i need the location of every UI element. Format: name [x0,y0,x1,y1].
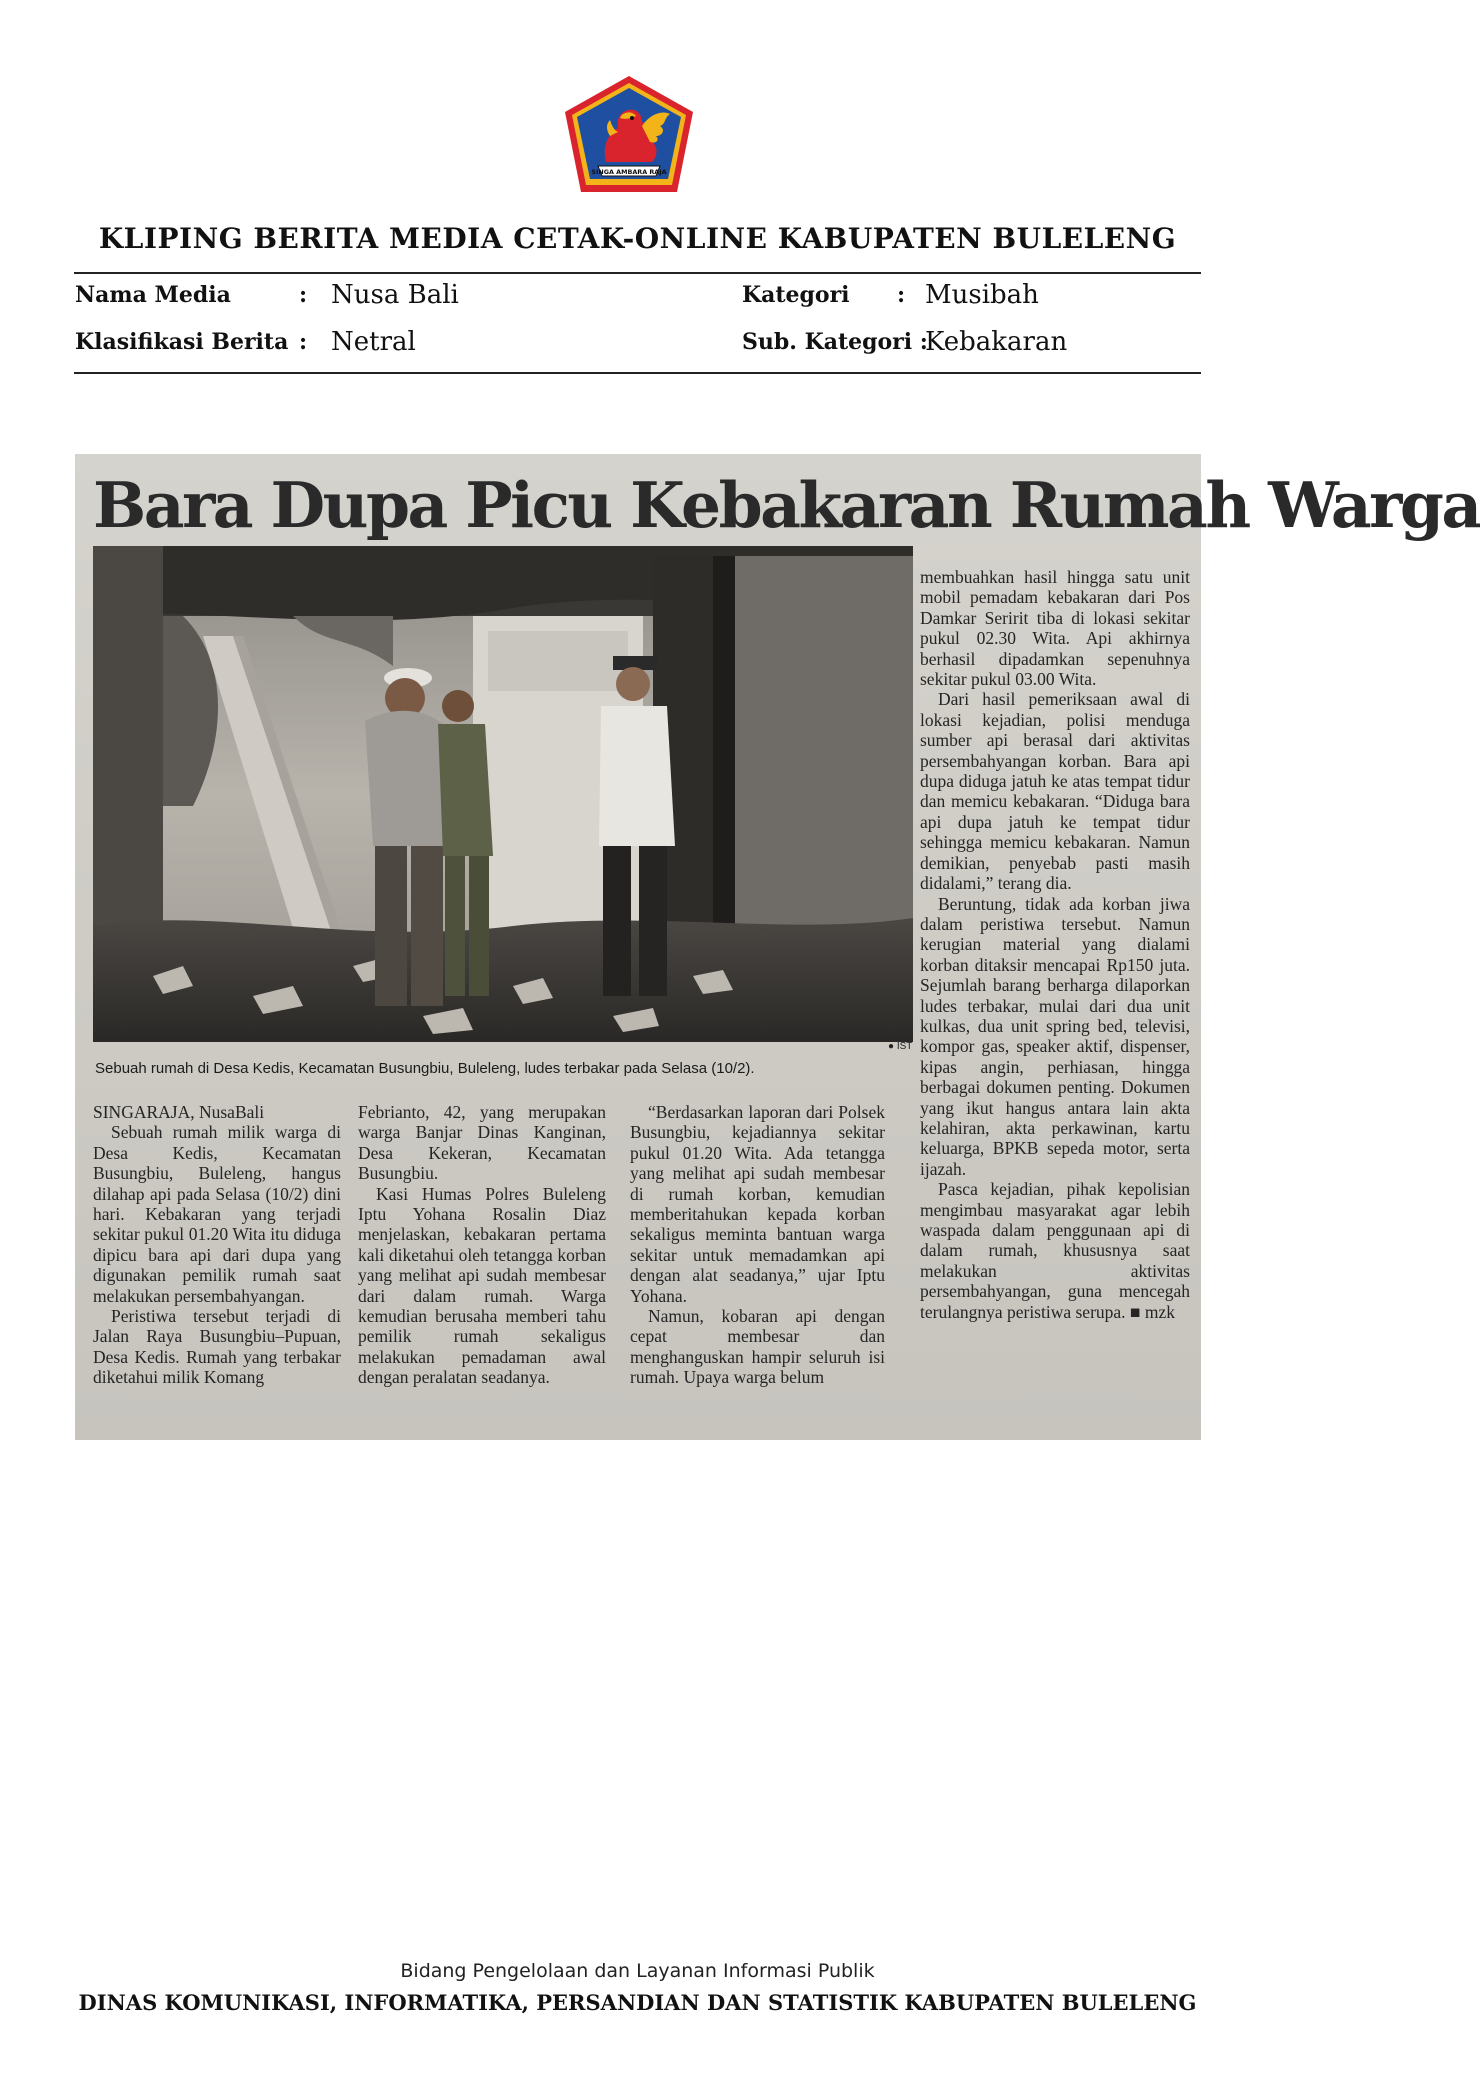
article-paragraph: Kasi Humas Polres Buleleng Iptu Yohana Rosalin Diaz menjelaskan, kebakaran pertama kali diketahui oleh tetangga korban yang melihat api sudah membesar dari dalam rumah. Warga kemudian berusaha memberi tahu pemilik rumah sekaligus melakukan pemadaman awal dengan peralatan seadanya. [358,1183,606,1388]
document-title: KLIPING BERITA MEDIA CETAK-ONLINE KABUPATEN BULELENG [98,222,1177,255]
footer-division: Bidang Pengelolaan dan Layanan Informasi Publik [400,1960,875,1982]
article-paragraph: membuahkan hasil hingga satu unit mobil pemadam kebakaran dari Pos Damkar Seririt tiba di lokasi sekitar pukul 02.30 Wita. Api akhirnya berhasil dipadamkan sepenuhnya sekitar pukul 03.00 Wita. [920,567,1190,690]
article-column-2 [358,1102,606,1388]
klasifikasi-colon: : [299,329,308,355]
article-headline: Bara Dupa Picu Kebakaran Rumah Warga [93,468,1480,542]
kategori-colon: : [897,282,906,308]
kategori-label: Kategori [742,282,850,308]
divider-bottom [74,372,1201,374]
article-paragraph: Pasca kejadian, pihak kepolisian mengimbau masyarakat agar lebih waspada dalam penggunaan api di dalam rumah, khususnya saat melakukan aktivitas persembahyangan, guna mencegah terulangnya peristiwa serupa. ■ mzk [920,1179,1190,1322]
kategori-value: Musibah [925,280,1039,310]
klasifikasi-label: Klasifikasi Berita [75,329,289,355]
article-paragraph: Dari hasil pemeriksaan awal di lokasi kejadian, polisi menduga sumber api berasal dari aktivitas persembahyangan korban. Bara api dupa diduga jatuh ke atas tempat tidur dan memicu kebakaran. “Diduga bara api dupa jatuh ke tempat tidur sehingga memicu kebakaran. Namun demikian, penyebab pasti masih didalami,” terang dia. [920,689,1190,894]
logo-motto: SINGA AMBARA RAJA [591,168,667,176]
article-column-1 [93,1102,341,1388]
divider-top [74,272,1201,274]
photo-credit: ● IST [888,1041,913,1052]
klasifikasi-value: Netral [331,327,416,357]
footer-agency: DINAS KOMUNIKASI, INFORMATIKA, PERSANDIAN DAN STATISTIK KABUPATEN BULELENG [78,1990,1197,2015]
fire-scene-photo [93,546,913,1042]
article-dateline: SINGARAJA, NusaBali [93,1102,265,1122]
buleleng-logo [562,74,696,198]
article-column-4 [920,567,1190,1322]
media-label: Nama Media [75,282,231,308]
article-paragraph: Namun, kobaran api dengan cepat membesar dan menghanguskan hampir seluruh isi rumah. Upaya warga belum [630,1306,885,1388]
media-colon: : [299,282,308,308]
photo-caption: Sebuah rumah di Desa Kedis, Kecamatan Busungbiu, Buleleng, ludes terbakar pada Selasa (10/2). [95,1060,755,1077]
article-paragraph: “Berdasarkan laporan dari Polsek Busungbiu, kejadiannya sekitar pukul 01.20 Wita. Ada tetangga yang melihat api sudah membesar di rumah korban, kemudian memberitahukan kepada korban sekaligus meminta bantuan warga sekitar untuk memadamkan api dengan alat seadanya,” ujar Iptu Yohana. [630,1102,885,1306]
article-paragraph: Sebuah rumah milik warga di Desa Kedis, Kecamatan Busungbiu, Buleleng, hangus dilahap api pada Selasa (10/2) dini hari. Kebakaran yang terjadi sekitar pukul 01.20 Wita itu diduga dipicu bara api dari dupa yang digunakan pemilik rumah saat melakukan persembahyangan. [93,1122,341,1306]
article-paragraph: Beruntung, tidak ada korban jiwa dalam peristiwa tersebut. Namun kerugian material yang dialami korban ditaksir mencapai Rp150 juta. Sejumlah barang berharga dilaporkan ludes terbakar, mulai dari dua unit kulkas, dua unit spring bed, televisi, kompor gas, speaker aktif, dispenser, kipas angin, perhiasan, hingga berbagai dokumen penting. Dokumen yang ikut hangus antara lain akta kelahiran, akta perkawinan, kartu keluarga, BPKB sepeda motor, serta ijazah. [920,893,1190,1179]
media-value: Nusa Bali [331,280,459,310]
subkategori-value: Kebakaran [925,327,1068,357]
newspaper-clipping [75,454,1480,1440]
article-column-3 [630,1102,885,1388]
subkategori-label: Sub. Kategori : [742,329,928,355]
article-paragraph: Febrianto, 42, yang merupakan warga Banjar Dinas Kanginan, Desa Kekeran, Kecamatan Busungbiu. [358,1102,606,1184]
article-paragraph: Peristiwa tersebut terjadi di Jalan Raya Busungbiu–Pupuan, Desa Kedis. Rumah yang terbakar diketahui milik Komang [93,1306,341,1388]
